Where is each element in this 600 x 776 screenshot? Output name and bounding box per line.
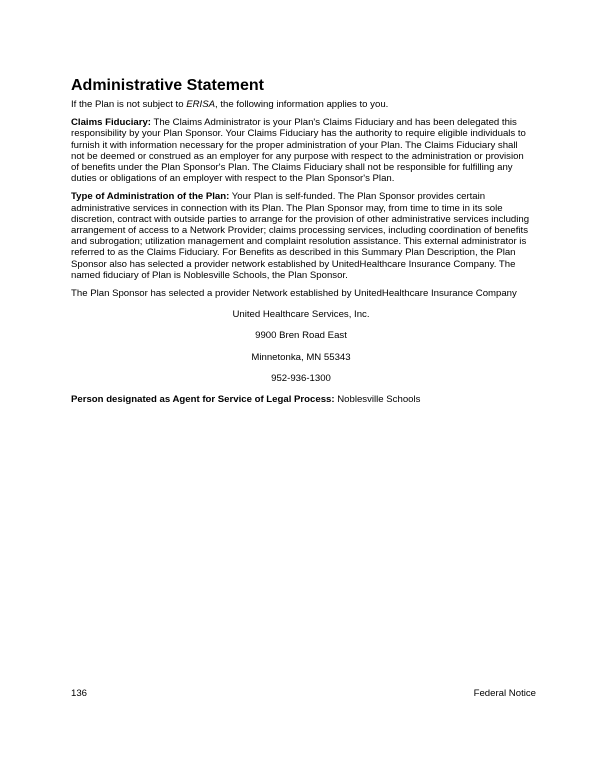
address-city-state-zip: Minnetonka, MN 55343 xyxy=(251,351,351,363)
agent-label: Person designated as Agent for Service of Legal Process: xyxy=(71,394,335,406)
address-block xyxy=(71,309,531,384)
claims-fiduciary-text: The Claims Administrator is your Plan's Claims Fiduciary and has been delegated this responsibility by your Plan Sponsor. Your Claims Fiduciary has the authority to require eligible individuals to furnish it with information necessary for the proper administration of your Plan. The Claims Fiduciary shall not be deemed or construed as an employer for any purpose with respect to the administration or provision of benefits under the Plan Sponsor's Plan. The Claims Fiduciary shall not be responsible for fulfilling any duties or obligations of an employer with respect to the Plan Sponsor's Plan. xyxy=(71,117,526,185)
intro-paragraph xyxy=(71,99,531,110)
intro-prefix: If the Plan is not subject to xyxy=(71,99,187,110)
type-of-administration-text: Your Plan is self-funded. The Plan Sponsor provides certain administrative services in connection with its Plan. The Plan Sponsor may, from time to time in its sole discretion, contract with outside parties to arrange for the provision of other administrative services including arrangement of access to a Network Provider; claims processing services, including coordination of benefits and subrogation; utilization management and complaint resolution assistance. This external administrator is referred to as the Claims Fiduciary. For Benefits as described in this Summary Plan Description, the Plan Sponsor also has selected a provider network established by UnitedHealthcare Insurance Company. The named fiduciary of Plan is Noblesville Schools, the Plan Sponsor. xyxy=(71,191,530,281)
address-phone: 952-936-1300 xyxy=(271,372,331,384)
intro-suffix: , the following information applies to you. xyxy=(215,99,389,110)
claims-fiduciary-label: Claims Fiduciary: xyxy=(71,117,151,129)
agent-value: Noblesville Schools xyxy=(334,394,421,406)
agent-paragraph xyxy=(71,394,531,405)
type-of-administration-label: Type of Administration of the Plan: xyxy=(71,191,230,203)
address-company: United Healthcare Services, Inc. xyxy=(232,309,370,321)
footer-section: Federal Notice xyxy=(473,688,536,699)
network-statement: The Plan Sponsor has selected a provider Network established by UnitedHealthcare Insurance Company xyxy=(71,288,517,300)
address-street: 9900 Bren Road East xyxy=(255,330,347,342)
claims-fiduciary-paragraph xyxy=(71,117,531,184)
page-number: 136 xyxy=(71,688,88,699)
type-of-administration-paragraph xyxy=(71,191,531,281)
page-content xyxy=(71,77,531,412)
intro-emphasis: ERISA xyxy=(186,99,215,110)
page-title: Administrative Statement xyxy=(71,77,264,94)
